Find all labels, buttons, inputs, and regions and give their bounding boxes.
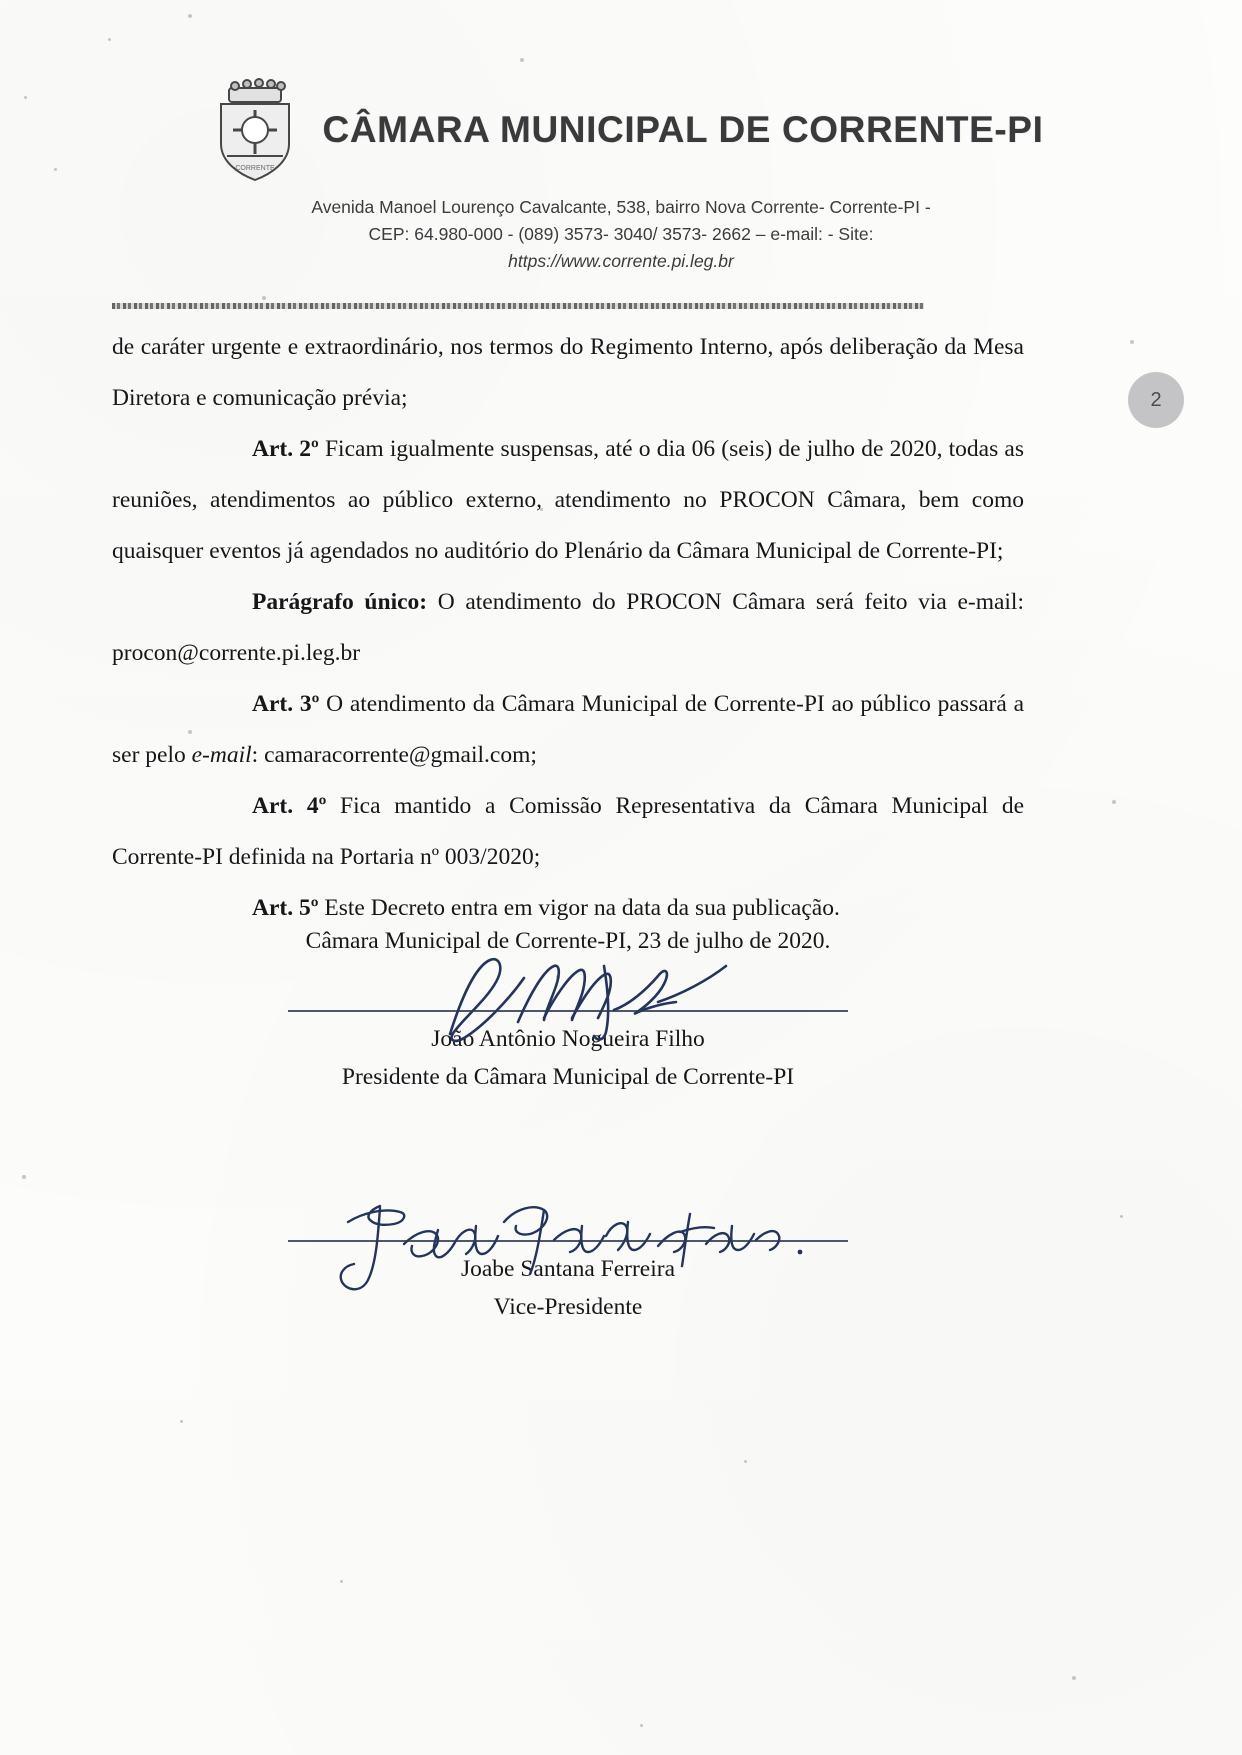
header-address [0,194,1242,275]
scan-speck [1130,340,1134,344]
header-divider [112,303,924,309]
signature-line [288,1240,848,1242]
art4-text: Fica mantido a Comissão Representativa da Câmara Municipal de Corrente-PI definida na Portaria nº 003/2020; [112,793,1024,870]
scan-speck [1120,1215,1123,1218]
scan-speck [520,58,524,62]
signature-name: Joabe Santana Ferreira [460,1255,675,1282]
address-line-1: Avenida Manoel Lourenço Cavalcante, 538, bairro Nova Corrente- Corrente-PI - [311,197,931,217]
paragraph-continuation: de caráter urgente e extraordinário, nos termos do Regimento Interno, após deliberação da Mesa Diretora e comunicação prévia; [112,334,1024,411]
signature-name: João Antônio Nogueira Filho [431,1025,705,1052]
coat-of-arms-icon [209,78,301,182]
scan-speck [1072,1676,1076,1680]
signature-role: Vice-Presidente [493,1293,643,1320]
paragraph-art3 [112,679,1024,781]
scan-speck [262,296,266,300]
art2-text: Ficam igualmente suspensas, até o dia 06 (seis) de julho de 2020, todas as reuniões, atendimentos ao público externo, atendimento no PROCON Câmara, bem como quaisquer eventos já agendados no auditório do Plenário da Câmara Municipal de Corrente-PI; [112,436,1024,564]
signature-role: Presidente da Câmara Municipal de Corrente-PI [341,1063,795,1090]
page-title: CÂMARA MUNICIPAL DE CORRENTE-PI [322,109,1044,150]
art2-label: Art. 2º [252,436,319,462]
page-number-stamp: 2 [1128,372,1184,428]
scan-speck [556,975,560,979]
signature-line [288,1010,848,1012]
paragrafo-unico-label: Parágrafo único: [252,589,428,615]
header-website[interactable]: https://www.corrente.pi.leg.br [508,251,734,272]
document-body [112,322,1024,934]
art3-text-b: : camaracorrente@gmail.com; [251,742,537,768]
art3-label: Art. 3º [252,691,320,717]
closing-place-date: Câmara Municipal de Corrente-PI, 23 de julho de 2020. [305,928,831,954]
scan-speck [188,14,192,18]
scan-speck [108,38,111,41]
address-line-2: CEP: 64.980-000 - (089) 3573- 3040/ 3573- 2662 – e-mail: - Site: [368,224,874,245]
scan-speck [744,1460,747,1463]
art3-text-a: O atendimento da Câmara Municipal de Corrente-PI ao público passará a ser pelo [112,691,1024,768]
scan-speck [22,1175,26,1179]
scan-speck [180,1420,183,1423]
paragraph-art5 [112,883,1024,934]
scan-speck [640,1724,643,1727]
scan-speck [1112,800,1116,804]
svg-text:CORRENTE: CORRENTE [234,165,275,172]
art3-email-label: e-mail [191,742,252,768]
art5-label: Art. 5º [252,895,319,921]
paragraph-paragrafo-unico [112,577,1024,679]
document-header [0,78,1242,275]
art4-label: Art. 4º [252,793,327,819]
signature-block-president [112,1010,1024,1096]
header-row [0,78,1242,182]
art5-text: Este Decreto entra em vigor na data da sua publicação. [318,895,840,921]
paragraph-art2 [112,424,1024,577]
paragrafo-unico-text: O atendimento do PROCON Câmara será feito via e-mail: procon@corrente.pi.leg.br [112,589,1024,666]
paragraph-art4 [112,781,1024,883]
scan-speck [340,1580,343,1583]
signature-block-vice-president [112,1240,1024,1326]
